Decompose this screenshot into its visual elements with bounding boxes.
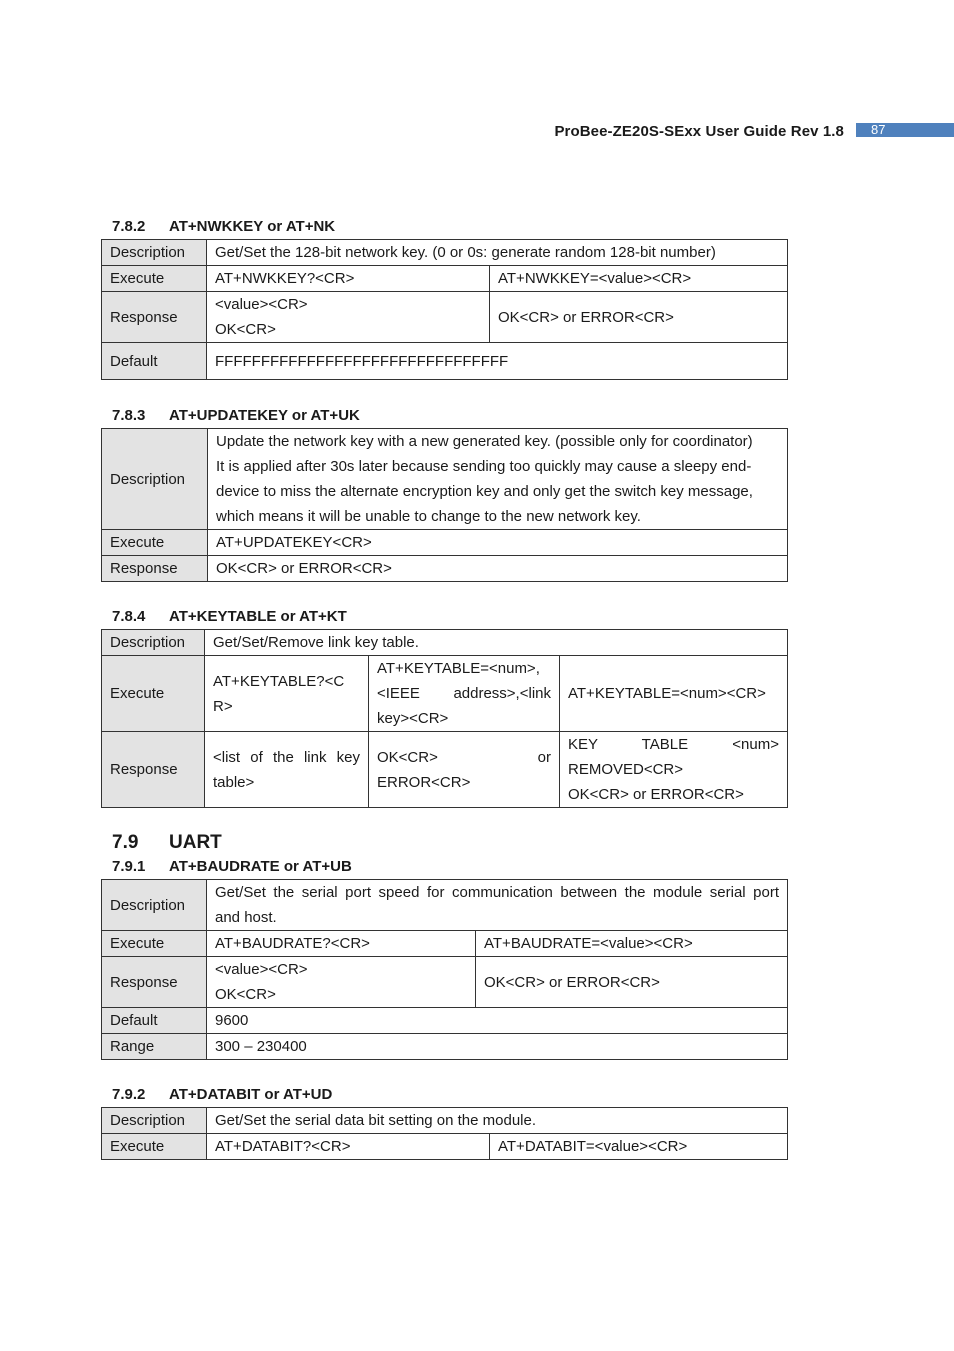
description-cell: [207, 880, 788, 931]
row-label: Execute: [102, 530, 208, 556]
table-row: [102, 266, 788, 292]
row-label: Description: [102, 880, 207, 931]
section-heading-7-8-3: [112, 407, 360, 424]
description-cell: Get/Set the serial data bit setting on the module.: [207, 1108, 788, 1134]
section-title: UART: [169, 832, 222, 853]
section-heading-7-9-1: [112, 858, 352, 875]
table-row: [102, 931, 788, 957]
cell-line: OK<CR>: [215, 321, 276, 338]
section-heading-7-8-4: [112, 608, 347, 625]
response-get-cell: [205, 732, 369, 808]
execute-get-cell: AT+BAUDRATE?<CR>: [207, 931, 476, 957]
table-row: [102, 732, 788, 808]
command-table-databit: [101, 1107, 788, 1160]
table-row: [102, 880, 788, 931]
section-title: AT+KEYTABLE or AT+KT: [169, 608, 347, 625]
section-title: AT+BAUDRATE or AT+UB: [169, 858, 352, 875]
cell-line: AT+KEYTABLE?<C: [213, 672, 345, 690]
response-set-cell: OK<CR> or ERROR<CR>: [476, 957, 788, 1008]
table-row: [102, 656, 788, 732]
description-cell: Get/Set/Remove link key table.: [205, 630, 788, 656]
section-title: AT+UPDATEKEY or AT+UK: [169, 407, 360, 424]
cell-line: <IEEE address>,<link: [377, 685, 551, 702]
response-get-cell: [207, 957, 476, 1008]
execute-set-cell: AT+NWKKEY=<value><CR>: [490, 266, 788, 292]
section-title: AT+DATABIT or AT+UD: [169, 1086, 333, 1103]
row-label: Range: [102, 1034, 207, 1060]
document-title: ProBee-ZE20S-SExx User Guide Rev 1.8: [554, 123, 844, 140]
execute-cell: AT+UPDATEKEY<CR>: [208, 530, 788, 556]
command-table-nwkkey: [101, 239, 788, 380]
cell-line: OK<CR>: [215, 986, 276, 1003]
cell-line: <value><CR>: [215, 961, 308, 978]
row-label: Description: [102, 1108, 207, 1134]
response-remove-cell: [560, 732, 788, 808]
command-table-keytable: [101, 629, 788, 808]
section-heading-7-9-2: [112, 1086, 332, 1103]
cell-line: OK<CR> or: [377, 748, 551, 766]
cell-line: <list of the link key: [213, 748, 360, 766]
response-get-cell: [207, 292, 490, 343]
table-row: [102, 292, 788, 343]
response-set-cell: [369, 732, 560, 808]
row-label: Execute: [102, 656, 205, 732]
command-table-baudrate: [101, 879, 788, 1060]
cell-line: It is applied after 30s later because sending too quickly may cause a sleepy end-: [216, 458, 752, 475]
description-cell: Get/Set the 128-bit network key. (0 or 0s: generate random 128-bit number): [207, 240, 788, 266]
cell-line: Update the network key with a new generated key. (possible only for coordinator): [216, 433, 753, 450]
page-header: [0, 122, 954, 140]
section-heading-7-9: [112, 832, 222, 854]
row-label: Execute: [102, 931, 207, 957]
table-row: [102, 556, 788, 582]
row-label: Execute: [102, 266, 207, 292]
page-number: 87: [856, 123, 954, 137]
table-row: [102, 1034, 788, 1060]
section-number: 7.8.4: [112, 608, 146, 625]
table-row: [102, 240, 788, 266]
cell-line: and host.: [215, 909, 277, 926]
cell-line: AT+KEYTABLE=<num>,: [377, 660, 540, 677]
section-number: 7.9: [112, 832, 139, 853]
cell-line: <value><CR>: [215, 296, 308, 313]
section-number: 7.9.2: [112, 1086, 146, 1103]
row-label: Response: [102, 732, 205, 808]
cell-line: device to miss the alternate encryption key and only get the switch key message,: [216, 483, 753, 500]
row-label: Response: [102, 957, 207, 1008]
range-cell: 300 – 230400: [207, 1034, 788, 1060]
row-label: Default: [102, 343, 207, 380]
table-row: [102, 1134, 788, 1160]
response-set-cell: OK<CR> or ERROR<CR>: [490, 292, 788, 343]
row-label: Default: [102, 1008, 207, 1034]
cell-line: R>: [213, 697, 233, 715]
execute-get-cell: AT+NWKKEY?<CR>: [207, 266, 490, 292]
section-title: AT+NWKKEY or AT+NK: [169, 218, 336, 235]
execute-set-cell: [369, 656, 560, 732]
execute-set-cell: AT+DATABIT=<value><CR>: [490, 1134, 788, 1160]
cell-line: which means it will be unable to change to the new network key.: [216, 508, 641, 525]
table-row: [102, 630, 788, 656]
table-row: [102, 1008, 788, 1034]
section-number: 7.8.3: [112, 407, 146, 424]
section-number: 7.8.2: [112, 218, 146, 235]
table-row: [102, 530, 788, 556]
row-label: Description: [102, 240, 207, 266]
response-cell: OK<CR> or ERROR<CR>: [208, 556, 788, 582]
section-number: 7.9.1: [112, 858, 146, 875]
execute-get-cell: AT+DATABIT?<CR>: [207, 1134, 490, 1160]
default-cell: 9600: [207, 1008, 788, 1034]
cell-line: KEY TABLE <num>: [568, 736, 779, 753]
cell-line: Get/Set the serial port speed for communication between the module serial port: [215, 884, 780, 901]
row-label: Description: [102, 429, 208, 530]
execute-set-cell: AT+BAUDRATE=<value><CR>: [476, 931, 788, 957]
cell-line: OK<CR> or ERROR<CR>: [568, 786, 744, 803]
description-cell: [208, 429, 788, 530]
table-row: [102, 429, 788, 530]
execute-remove-cell: AT+KEYTABLE=<num><CR>: [560, 656, 788, 732]
default-cell: FFFFFFFFFFFFFFFFFFFFFFFFFFFFFFFF: [207, 343, 788, 380]
cell-line: ERROR<CR>: [377, 773, 471, 791]
row-label: Response: [102, 292, 207, 343]
table-row: [102, 957, 788, 1008]
cell-line: REMOVED<CR>: [568, 761, 684, 778]
table-row: [102, 343, 788, 380]
execute-get-cell: [205, 656, 369, 732]
row-label: Execute: [102, 1134, 207, 1160]
row-label: Response: [102, 556, 208, 582]
section-heading-7-8-2: [112, 218, 335, 235]
row-label: Description: [102, 630, 205, 656]
command-table-updatekey: [101, 428, 788, 582]
table-row: [102, 1108, 788, 1134]
cell-line: table>: [213, 773, 255, 791]
cell-line: key><CR>: [377, 710, 449, 727]
